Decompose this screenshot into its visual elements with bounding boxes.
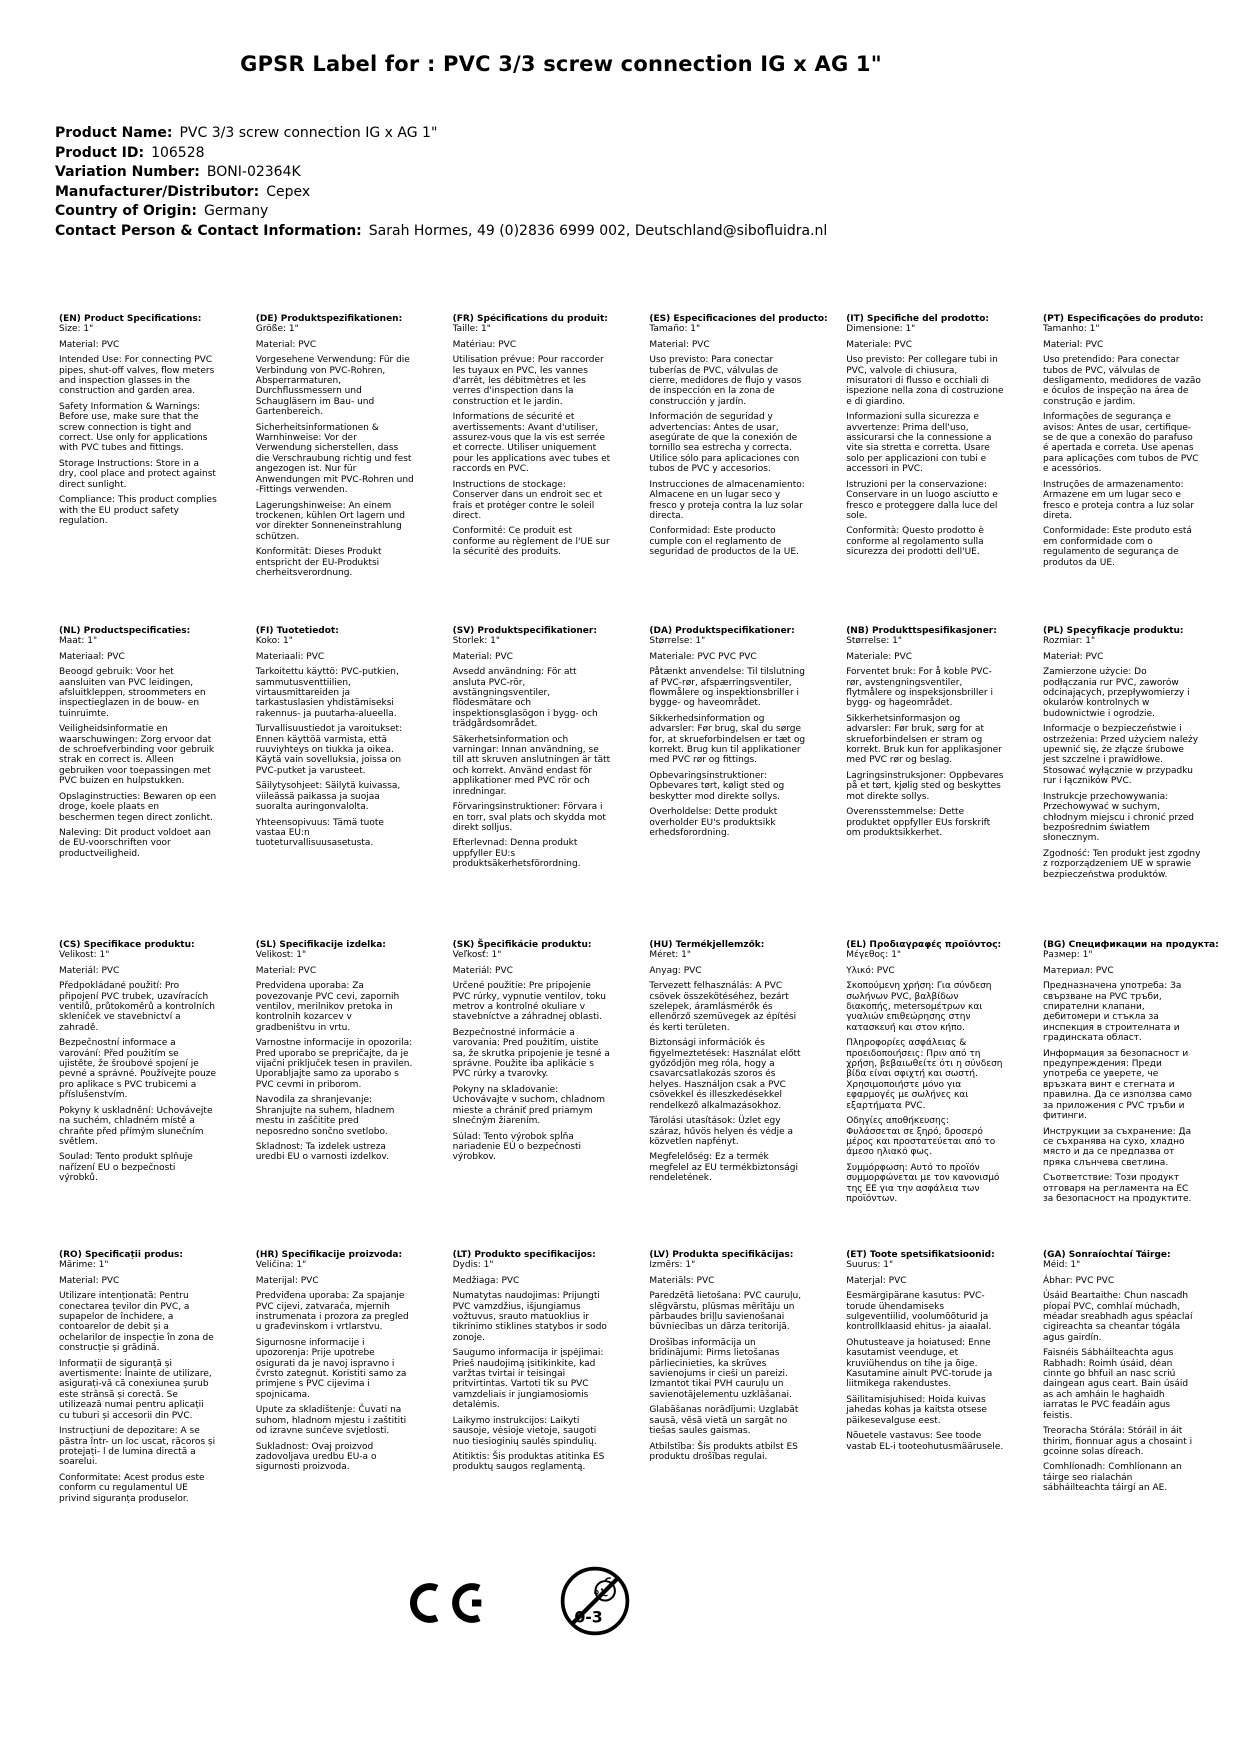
spec-paragraph: Maat: 1": [59, 636, 98, 647]
lang-block-heading: (HU) Termékjellemzők:: [649, 940, 765, 950]
lang-block-lv: [649, 1250, 846, 1462]
spec-paragraph: Konformität: Dieses Produkt entspricht der EU-Produktsi cherheitsverordnung.: [255, 547, 382, 578]
spec-paragraph: Bezpečnostní informace a varování: Před použitím se ujistěte, že šroubové spojení je pevné a správné. Používejte pouze pro aplikace s PVC trubicemi a příslušenstvím.: [59, 1038, 216, 1101]
spec-paragraph: Méid: 1": [1042, 1260, 1081, 1271]
spec-paragraph: Påtænkt anvendelse: Til tilslutning af PVC-rør, afspærringsventiler, flowmålere og inspektionsbriller i bygge- og haveområdet.: [649, 667, 805, 709]
product-info-section: [55, 124, 827, 241]
lang-block-heading: (ES) Especificaciones del producto:: [649, 314, 828, 324]
lang-block-heading: (DA) Produktspecifikationer:: [649, 626, 795, 636]
spec-paragraph: Informações de segurança e avisos: Antes de usar, certifique-se de que a conexão do parafuso é apertada e correta. Use apenas para aplicações com tubos de PVC e acessórios.: [1042, 412, 1199, 475]
spec-paragraph: Lagerungshinweise: An einem trockenen, kühlen Ort lagern und vor direkter Sonneneinstrahlung schützen.: [255, 500, 405, 542]
age-range-label: 0-3: [574, 1607, 603, 1627]
lang-block-heading: (DE) Produktspezifikationen:: [255, 314, 403, 324]
spec-paragraph: Velikost: 1": [255, 950, 307, 961]
spec-paragraph: Predviđena uporaba: Za spajanje PVC cijevi, zatvarača, mjernih instrumenata i prozora za pregled u građevinskom i vrtlarstvu.: [255, 1291, 409, 1333]
spec-paragraph: Σκοπούμενη χρήση: Για σύνδεση σωλήνων PVC, βαλβίδων διακοπής, metersομέτρων και γυαλιών επιθεώρησης στην κατασκευή και στον κήπο.: [846, 981, 992, 1033]
info-label: Product Name:: [55, 125, 173, 141]
lang-block-pt: [1043, 314, 1240, 568]
ce-mark-icon: [408, 1582, 486, 1624]
spec-paragraph: Overholdelse: Dette produkt overholder EU's produktsikk erhedsforordning.: [649, 807, 778, 838]
age-warning-0-3-icon: [558, 1564, 632, 1638]
lang-block-it: [846, 314, 1043, 558]
spec-paragraph: Comhlíonadh: Comhlíonann an táirge seo rialachán sábháilteachta táirgí an AE.: [1042, 1462, 1182, 1494]
spec-paragraph: Größe: 1": [255, 324, 299, 335]
spec-paragraph: Compliance: This product complies with the EU product safety regulation.: [59, 495, 217, 526]
spec-paragraph: Material: PVC: [59, 1275, 120, 1286]
spec-paragraph: Předpokládané použití: Pro připojení PVC trubek, uzavíracích ventilů, průtokoměrů a kontrolních skleniček ve stavebnictví a zahradě.: [59, 981, 216, 1033]
lang-block-sv: [453, 626, 650, 870]
spec-paragraph: Zgodność: Ten produkt jest zgodny z rozporządzeniem UE w sprawie bezpieczeństwa produktów.: [1042, 848, 1201, 880]
lang-block-es: [649, 314, 846, 558]
spec-paragraph: Atitiktis: Šis produktas atitinka ES produktų saugos reglamentą.: [452, 1451, 605, 1473]
spec-paragraph: Material: PVC: [1042, 339, 1104, 350]
lang-block-heading: (BG) Спецификации на продукта:: [1042, 940, 1219, 950]
spec-paragraph: Instrukcje przechowywania: Przechowywać w suchym, chłodnym miejscu i chronić przed bezpośrednim światłem słonecznym.: [1042, 791, 1195, 844]
spec-paragraph: Förvaringsinstruktioner: Förvara i en torr, sval plats och skydda mot direkt solljus.: [452, 802, 606, 833]
spec-paragraph: Overensstemmelse: Dette produktet oppfyller EUs forskrift om produktsikkerhet.: [846, 807, 991, 838]
lang-block-heading: (SK) Špecifikácie produktu:: [452, 940, 592, 950]
spec-paragraph: Intended Use: For connecting PVC pipes, shut-off valves, flow meters and inspection glasses in the construction and garden area.: [59, 355, 215, 397]
spec-paragraph: Informații de siguranță și avertismente: Înainte de utilizare, asigurați-vă că conexiunea șurub este strânsă și corectă. Se utilizează numai pentru aplicații cu tuburi și accesorii din PVC.: [59, 1358, 212, 1421]
spec-paragraph: Rozmiar: 1": [1042, 636, 1096, 647]
spec-paragraph: Dydis: 1": [452, 1260, 494, 1271]
spec-paragraph: Ábhar: PVC PVC: [1042, 1275, 1115, 1286]
spec-paragraph: Utilizare intenționată: Pentru conectarea țevilor din PVC, a supapelor de închidere, a contoarelor de debit și a ochelarilor de inspecție în zona de construcție și grădină.: [59, 1291, 214, 1354]
lang-block-cs: [59, 940, 256, 1184]
spec-paragraph: Glabāšanas norādījumi: Uzglabāt sausā, vēsā vietā un sargāt no tiešas saules gaismas.: [649, 1405, 799, 1437]
spec-paragraph: Veličina: 1": [255, 1260, 307, 1271]
info-value: 106528: [151, 144, 205, 161]
spec-paragraph: Informacje o bezpieczeństwie i ostrzeżenia: Przed użyciem należy upewnić się, że złącze śrubowe jest szczelne i prawidłowe. Stosować wyłącznie w przypadku rur i łączników PVC.: [1042, 724, 1199, 787]
lang-block-heading: (SV) Produktspecifikationer:: [452, 626, 597, 636]
product-info-line-product-id: [55, 144, 827, 164]
spec-paragraph: Размер: 1": [1042, 950, 1093, 961]
lang-row: [59, 314, 1241, 626]
info-label: Variation Number:: [55, 164, 200, 180]
info-label: Contact Person & Contact Information:: [55, 222, 362, 239]
spec-paragraph: Istruzioni per la conservazione: Conservare in un luogo asciutto e fresco e proteggere dalla luce del sole.: [846, 479, 998, 521]
spec-paragraph: Skladnost: Ta izdelek ustreza uredbi EU o varnosti izdelkov.: [255, 1141, 389, 1163]
spec-paragraph: Предназначена употреба: За свързване на PVC тръби, спирателни клапани, дебитомери и стъкла за инспекция в строителната и градинската област.: [1042, 981, 1182, 1044]
spec-paragraph: Megfelelőség: Ez a termék megfelel az EU termékbiztonsági rendeletének.: [649, 1152, 798, 1184]
spec-paragraph: Izmērs: 1": [649, 1260, 696, 1271]
spec-paragraph: Veľkosť: 1": [452, 950, 502, 961]
spec-paragraph: Материал: PVC: [1042, 965, 1114, 976]
spec-paragraph: Safety Information & Warnings: Before use, make sure that the screw connection is tight and correct. Use only for applications with PVC tubes and fittings.: [59, 401, 208, 454]
lang-block-heading: (SL) Specifikacije izdelka:: [255, 940, 386, 950]
spec-paragraph: Conformidad: Este producto cumple con el reglamento de seguridad de productos de la UE.: [649, 526, 799, 558]
lang-block-heading: (GA) Sonraíochtaí Táirge:: [1042, 1250, 1171, 1260]
spec-paragraph: Súlad: Tento výrobok spĺňa nariadenie EÚ o bezpečnosti výrobkov.: [452, 1131, 581, 1163]
spec-paragraph: Opslaginstructies: Bewaren op een droge, koele plaats en beschermen tegen direct zonlicht.: [59, 791, 217, 823]
spec-paragraph: Vorgesehene Verwendung: Für die Verbindung von PVC-Rohren, Absperrarmaturen, Durchflussmessern und Schaugläsern im Bau- und Gartenbereich.: [255, 355, 410, 418]
spec-paragraph: Velikost: 1": [59, 950, 110, 961]
lang-block-heading: (LV) Produkta specifikācijas:: [649, 1250, 794, 1260]
spec-paragraph: Materiaali: PVC: [255, 651, 325, 662]
spec-paragraph: Material: PVC: [649, 339, 710, 350]
info-label: Product ID:: [55, 144, 145, 161]
spec-paragraph: Sigurnosne informacije i upozorenja: Prije upotrebe osigurati da je navoj ispravno i čvrsto zategnut. Koristiti samo za primjene s PVC cijevima i spojnicama.: [255, 1337, 407, 1400]
spec-paragraph: Pokyny k uskladnění: Uchovávejte na suchém, chladném místě a chraňte před přímým slunečním světlem.: [59, 1105, 213, 1147]
lang-block-heading: (FI) Tuotetiedot:: [255, 626, 339, 636]
spec-paragraph: Turvallisuustiedot ja varoitukset: Ennen käyttöä varmista, että ruuviyhteys on tiukka ja oikea. Käytä vain sovelluksia, joissa on PVC-putket ja varusteet.: [255, 724, 403, 776]
lang-block-lt: [453, 1250, 650, 1473]
spec-paragraph: Efterlevnad: Denna produkt uppfyller EU:s produktsäkerhetsförordning.: [452, 838, 581, 870]
spec-paragraph: Navodila za shranjevanje: Shranjujte na suhem, hladnem mestu in zaščitite pred neposredno sončno svetlobo.: [255, 1095, 395, 1137]
spec-paragraph: Soulad: Tento produkt splňuje nařízení EU o bezpečnosti výrobků.: [59, 1152, 193, 1184]
lang-block-heading: (LT) Produkto specifikacijos:: [452, 1250, 596, 1260]
spec-paragraph: Predvidena uporaba: Za povezovanje PVC cevi, zapornih ventilov, merilnikov pretoka in kontrolnih kozarcev v gradbeništvu in vrtu.: [255, 981, 400, 1033]
spec-paragraph: Material: PVC: [255, 965, 317, 976]
spec-paragraph: Информация за безопасност и предупреждения: Преди употреба се уверете, че връзката винт е стегната и правилна. Да се използва само за приложения с PVC тръби и фитинги.: [1042, 1048, 1192, 1122]
spec-paragraph: Conformità: Questo prodotto è conforme al regolamento sulla sicurezza dei prodotti dell'UE.: [846, 526, 984, 558]
spec-paragraph: Storage Instructions: Store in a dry, cool place and protect against direct sunlight.: [59, 458, 216, 490]
product-info-line-manufacturer: [55, 183, 827, 203]
lang-block-et: [846, 1250, 1043, 1452]
lang-block-da: [649, 626, 846, 838]
lang-block-bg: [1043, 940, 1240, 1204]
lang-block-nb: [846, 626, 1043, 838]
spec-paragraph: Určené použitie: Pre pripojenie PVC rúrky, vypnutie ventilov, toku metrov a kontrolné okuliare v stavebníctve a záhradnej oblasti.: [452, 981, 606, 1023]
spec-paragraph: Μέγεθος: 1": [846, 950, 902, 961]
spec-paragraph: Sikkerhedsinformation og advarsler: Før brug, skal du sørge for, at skrueforbindelsen er tæt og korrekt. Brug kun til applikationer med PVC rør og fittings.: [649, 713, 806, 766]
lang-block-heading: (PL) Specyfikacje produktu:: [1042, 626, 1184, 636]
spec-paragraph: Yhteensopivuus: Tämä tuote vastaa EU:n tuoteturvallisuusasetusta.: [255, 817, 384, 849]
spec-paragraph: Opbevaringsinstruktioner: Opbevares tørt, køligt sted og beskytter mod direkte sollys.: [649, 770, 785, 802]
spec-paragraph: Materiál: PVC: [59, 965, 120, 976]
spec-paragraph: Informations de sécurité et avertissements: Avant d'utiliser, assurez-vous que la vis est serrée et correcte. Utiliser uniquement pour les applications avec tubes et raccords en PVC.: [452, 412, 611, 475]
lang-block-sk: [453, 940, 650, 1163]
lang-block-ga: [1043, 1250, 1240, 1494]
spec-paragraph: Tervezett felhasználás: A PVC csövek összekötéséhez, bezárt szelepek, áramlásmérők és ellenőrző szemüvegek az építési és kerti területen.: [649, 981, 797, 1033]
spec-paragraph: Materiāls: PVC: [649, 1275, 715, 1286]
spec-paragraph: Materiale: PVC: [846, 339, 913, 350]
spec-paragraph: Bezpečnostné informácie a varovania: Pred použitím, uistite sa, že skrutka pripojenie je tesné a správne. Použite iba aplikácie s PVC rúrky a tvarovky.: [452, 1027, 610, 1080]
lang-block-fr: [453, 314, 650, 558]
spec-paragraph: Size: 1": [59, 324, 94, 335]
spec-paragraph: Sicherheitsinformationen & Warnhinweise: Vor der Verwendung sicherstellen, dass die Verschraubung richtig und fest angezogen ist. Nur für Anwendungen mit PVC-Rohren und -Fittings verwenden.: [255, 422, 414, 496]
spec-paragraph: Størrelse: 1": [846, 636, 903, 647]
spec-paragraph: Numatytas naudojimas: Prijungti PVC vamzdžius, išjungiamus vožtuvus, srauto matuoklius ir tikrinimo stiklines statybos ir sodo zonoje.: [452, 1291, 607, 1343]
lang-block-nl: [59, 626, 256, 859]
spec-paragraph: Materjal: PVC: [846, 1275, 907, 1286]
lang-block-hu: [649, 940, 846, 1184]
lang-block-heading: (NB) Produkttspesifikasjoner:: [846, 626, 997, 636]
spec-paragraph: Medžiaga: PVC: [452, 1275, 520, 1286]
spec-paragraph: Materiál: PVC: [452, 965, 513, 976]
spec-paragraph: Pokyny na skladovanie: Uchovávajte v suchom, chladnom mieste a chrániť pred priamym slnečným žiarením.: [452, 1084, 606, 1127]
spec-paragraph: Uso previsto: Para conectar tuberías de PVC, válvulas de cierre, medidores de flujo y vasos de inspección en la zona de construcción y jardín.: [649, 355, 802, 407]
spec-paragraph: Säilytysohjeet: Säilytä kuivassa, viileässä paikassa ja suojaa suoralta auringonvalolta.: [255, 781, 401, 813]
lang-block-heading: (NL) Productspecificaties:: [59, 626, 191, 636]
spec-paragraph: Πληροφορίες ασφάλειας & προειδοποιήσεις: Πριν από τη χρήση, βεβαιωθείτε ότι η σύνδεση βίδα είναι σφιχτή και σωστή. Χρησιμοποιήστε μόνο για εφαρμογές με σωλήνες και εξαρτήματα PVC.: [846, 1038, 1003, 1111]
lang-block-heading: (HR) Specifikacije proizvoda:: [255, 1250, 403, 1260]
spec-paragraph: Storlek: 1": [452, 636, 501, 647]
spec-paragraph: Conformité: Ce produit est conforme au règlement de l'UE sur la sécurité des produits.: [452, 526, 610, 558]
lang-block-fi: [256, 626, 453, 849]
spec-paragraph: Biztonsági információk és figyelmeztetések: Használat előtt győződjön meg róla, hogy a csavarcsatlakozás szoros és helyes. Használjon csak a PVC csövekkel és illeszkedésekkel rendelkező alkalmazásokhoz.: [649, 1038, 801, 1111]
spec-paragraph: Instructions de stockage: Conserver dans un endroit sec et frais et protéger contre le soleil direct.: [452, 479, 603, 521]
spec-paragraph: Materiał: PVC: [1042, 651, 1104, 662]
spec-paragraph: Sikkerhetsinformasjon og advarsler: Før bruk, sørg for at skrueforbindelsen er stram og korrekt. Bruk kun for applikasjoner med PVC rør og beslag.: [846, 713, 1002, 766]
info-value: BONI-02364K: [206, 164, 301, 180]
lang-block-heading: (IT) Specifiche del prodotto:: [846, 314, 989, 324]
lang-block-el: [846, 940, 1043, 1204]
info-value: PVC 3/3 screw connection IG x AG 1": [179, 125, 438, 141]
spec-paragraph: Paredzētā lietošana: PVC cauruļu, slēgvārstu, plūsmas mērītāju un pārbaudes briļļu savienošanai būvniecības un dārza teritorijā.: [649, 1291, 802, 1333]
spec-paragraph: Uso pretendido: Para conectar tubos de PVC, válvulas de desligamento, medidores de vazão e óculos de inspeção na área de construção e jardim.: [1042, 355, 1201, 407]
spec-paragraph: Méret: 1": [649, 950, 692, 961]
language-specs-grid: [59, 314, 1241, 1504]
spec-paragraph: Información de seguridad y advertencias: Antes de usar, asegúrate de que la conexión de tornillo sea estrecha y correcta. Utilice sólo para aplicaciones con tubos de PVC y accesorios.: [649, 412, 800, 475]
spec-paragraph: Conformidade: Este produto está em conformidade com o regulamento de segurança de produtos da UE.: [1042, 526, 1192, 568]
spec-paragraph: Materiaal: PVC: [59, 651, 125, 662]
spec-paragraph: Eesmärgipärane kasutus: PVC-torude ühendamiseks sulgeventiilid, voolumõõturid ja kontrollklaasid ehitus- ja aiaalal.: [846, 1291, 992, 1333]
spec-paragraph: Συμμόρφωση: Αυτό το προϊόν συμμορφώνεται με τον κανονισμό της ΕΕ για την ασφάλεια των προϊόντων.: [846, 1162, 1000, 1204]
info-label: Country of Origin:: [55, 203, 197, 219]
spec-paragraph: Faisnéis Sábháilteachta agus Rabhadh: Roimh úsáid, déan cinnte go bhfuil an nasc scriú daingean agus ceart. Bain úsáid as ach amháin le haghaidh iarratas le PVC feadáin agus feistis.: [1042, 1348, 1189, 1421]
spec-paragraph: Forventet bruk: For å koble PVC-rør, avstengningsventiler, flytmålere og inspeksjonsbriller i bygg- og hageområdet.: [846, 667, 993, 709]
spec-paragraph: Material: PVC: [255, 339, 317, 350]
lang-row: [59, 626, 1241, 940]
spec-paragraph: Drošības informācija un brīdinājumi: Pirms lietošanas pārliecinieties, ka skrūves savienojums ir cieši un pareizi. Izmantot tikai PVH cauruļu un savienotājelementu uzklāšanai.: [649, 1337, 792, 1400]
product-info-line-country-of-origin: [55, 202, 827, 222]
info-value: Germany: [204, 203, 269, 219]
lang-block-sl: [256, 940, 453, 1163]
product-info-line-product-name: [55, 124, 827, 144]
lang-block-heading: (PT) Especificações do produto:: [1042, 314, 1204, 324]
spec-paragraph: Οδηγίες αποθήκευσης: Φυλάσσεται σε ξηρό, δροσερό μέρος και προστατεύεται από το άμεσο ηλιακό φως.: [846, 1116, 996, 1158]
spec-paragraph: Säkerhetsinformation och varningar: Innan användning, se till att skruven anslutningen är tätt och korrekt. Använd endast för applikationer med PVC rör och inredningar.: [452, 734, 611, 797]
spec-paragraph: Mărime: 1": [59, 1260, 109, 1271]
spec-paragraph: Atbilstība: Šis produkts atbilst ES produktu drošības regulai.: [649, 1441, 798, 1462]
spec-paragraph: Utilisation prévue: Pour raccorder les tuyaux en PVC, les vannes d'arrêt, les débitmètres et les verres d'inspection dans la construction et le jardin.: [452, 355, 604, 407]
lang-row: [59, 1250, 1241, 1504]
lang-block-heading: (RO) Specificații produs:: [59, 1250, 183, 1260]
spec-paragraph: Suurus: 1": [846, 1260, 894, 1271]
page-title: GPSR Label for : PVC 3/3 screw connection IG x AG 1": [240, 52, 882, 76]
lang-block-heading: (EL) Προδιαγραφές προϊόντος:: [846, 940, 1002, 950]
spec-paragraph: Zamierzone użycie: Do podłączania rur PVC, zaworów odcinających, przepływomierzy i okularów kontrolnych w budownictwie i ogrodzie.: [1042, 667, 1190, 719]
lang-block-de: [256, 314, 453, 578]
spec-paragraph: Lagringsinstruksjoner: Oppbevares på et tørt, kjølig sted og beskyttes mot direkte sollys.: [846, 770, 1004, 802]
spec-paragraph: Avsedd användning: För att ansluta PVC-rör, avstängningsventiler, flödesmätare och inspektionsglasögon i bygg- och trädgårdsområdet.: [452, 667, 598, 730]
info-value: Cepex: [266, 183, 311, 200]
product-info-line-variation-number: [55, 163, 827, 183]
spec-paragraph: Materiale: PVC PVC PVC: [649, 651, 757, 662]
spec-paragraph: Upute za skladištenje: Čuvati na suhom, hladnom mjestu i zaštititi od izravne sunčeve svjetlosti.: [255, 1405, 407, 1437]
spec-paragraph: Ohutusteave ja hoiatused: Enne kasutamist veenduge, et kruviühendus on tihe ja õige. Kasutamine ainult PVC-torude ja liitmikega rakendustes.: [846, 1337, 993, 1390]
lang-block-heading: (EN) Product Specifications:: [59, 314, 202, 324]
lang-block-pl: [1043, 626, 1240, 880]
spec-paragraph: Varnostne informacije in opozorila: Pred uporabo se prepričajte, da je vijačni priključek tesen in pravilen. Uporabljajte samo za uporabo s PVC cevmi in priborom.: [255, 1038, 413, 1090]
spec-paragraph: Tamanho: 1": [1042, 324, 1100, 335]
lang-block-hr: [256, 1250, 453, 1473]
spec-paragraph: Dimensione: 1": [846, 324, 916, 335]
spec-paragraph: Saugumo informacija ir įspėjimai: Prieš naudojimą įsitikinkite, kad varžtas tvirtai ir teisingai pritvirtintas. Vartoti tik su PVC vamzdeliais ir jungiamosiomis detalėmis.: [452, 1348, 604, 1411]
lang-block-ro: [59, 1250, 256, 1504]
spec-paragraph: Uso previsto: Per collegare tubi in PVC, valvole di chiusura, misuratori di flusso e occhiali di ispezione nella zona di costruzione e di giardino.: [846, 355, 1004, 407]
spec-paragraph: Material: PVC: [452, 651, 513, 662]
spec-paragraph: Υλικό: PVC: [846, 965, 895, 976]
spec-paragraph: Nõuetele vastavus: See toode vastab EL-i tooteohutusmäärusele.: [846, 1431, 1004, 1452]
spec-paragraph: Instrucțiuni de depozitare: A se păstra într- un loc uscat, răcoros și protejați- l de lumina directă a soarelui.: [59, 1426, 216, 1468]
spec-paragraph: Beoogd gebruik: Voor het aansluiten van PVC leidingen, afsluitkleppen, stroommeters en inspectieglazen in de bouw- en tuinruimte.: [59, 667, 206, 719]
spec-paragraph: Matériau: PVC: [452, 339, 517, 350]
footer-marks: [0, 1560, 1241, 1650]
spec-paragraph: Størrelse: 1": [649, 636, 706, 647]
spec-paragraph: Treoracha Stórála: Stóráil in áit thirim, fionnuar agus a chosaint i gcoinne solas díreach.: [1042, 1426, 1193, 1457]
spec-paragraph: Sukladnost: Ovaj proizvod zadovoljava uredbu EU-a o sigurnosti proizvoda.: [255, 1441, 377, 1473]
spec-paragraph: Informazioni sulla sicurezza e avvertenze: Prima dell'uso, assicurarsi che la connessione a vite sia stretta e corretta. Usare solo per applicazioni con tubi e accessori in PVC.: [846, 412, 992, 475]
lang-row: [59, 940, 1241, 1250]
spec-paragraph: Tarkoitettu käyttö: PVC-putkien, sammutusventtiilien, virtausmittareiden ja tarkastuslasien yhdistämiseksi rakennus- ja puutarha-alueella.: [255, 667, 399, 719]
spec-paragraph: Naleving: Dit product voldoet aan de EU-voorschriften voor productveiligheid.: [59, 827, 211, 859]
spec-paragraph: Veiligheidsinformatie en waarschuwingen: Zorg ervoor dat de schroefverbinding voor gebruik strak en correct is. Alleen gebruiken voor toepassingen met PVC buizen en hulpstukken.: [59, 724, 215, 787]
lang-block-en: [59, 314, 256, 526]
spec-paragraph: Anyag: PVC: [649, 965, 702, 976]
spec-paragraph: Tamaño: 1": [649, 324, 701, 335]
product-info-line-contact: [55, 222, 827, 242]
spec-paragraph: Koko: 1": [255, 636, 293, 647]
lang-block-heading: (ET) Toote spetsifikatsioonid:: [846, 1250, 995, 1260]
spec-paragraph: Съответствие: Този продукт отговаря на регламента на ЕС за безопасност на продуктите.: [1042, 1173, 1192, 1204]
info-label: Manufacturer/Distributor:: [55, 183, 260, 200]
spec-paragraph: Instrucciones de almacenamiento: Almacene en un lugar seco y fresco y proteja contra la luz solar directa.: [649, 479, 805, 521]
spec-paragraph: Instruções de armazenamento: Armazene em um lugar seco e fresco e proteja contra a luz solar direta.: [1042, 479, 1195, 521]
spec-paragraph: Conformitate: Acest produs este conform cu regulamentul UE privind siguranța produselor.: [59, 1472, 205, 1504]
spec-paragraph: Taille: 1": [452, 324, 491, 335]
spec-paragraph: Säilitamisjuhised: Hoida kuivas jahedas kohas ja kaitsta otsese päikesevalguse eest.: [846, 1394, 987, 1426]
spec-paragraph: Laikymo instrukcijos: Laikyti sausoje, vėsioje vietoje, saugoti nuo tiesioginių saulės spindulių.: [452, 1415, 597, 1447]
lang-block-heading: (FR) Spécifications du produit:: [452, 314, 608, 324]
spec-paragraph: Materiale: PVC: [846, 651, 913, 662]
spec-paragraph: Tárolási utasítások: Üzlet egy száraz, hűvös helyen és védje a közvetlen napfényt.: [649, 1116, 794, 1147]
lang-block-heading: (CS) Specifikace produktu:: [59, 940, 195, 950]
spec-paragraph: Materijal: PVC: [255, 1275, 319, 1286]
spec-paragraph: Material: PVC: [59, 339, 120, 350]
spec-paragraph: Инструкции за съхранение: Да се съхранява на сухо, хладно място и да се предпазва от пряка слънчева светлина.: [1042, 1126, 1192, 1168]
spec-paragraph: Úsáid Beartaithe: Chun nascadh píopaí PVC, comhlaí múchadh, méadar sreabhadh agus spéaclaí cigireachta sa cheantar tógála agus gairdín.: [1042, 1291, 1193, 1343]
info-value: Sarah Hormes, 49 (0)2836 6999 002, Deutschland@sibofluidra.nl: [368, 222, 828, 239]
